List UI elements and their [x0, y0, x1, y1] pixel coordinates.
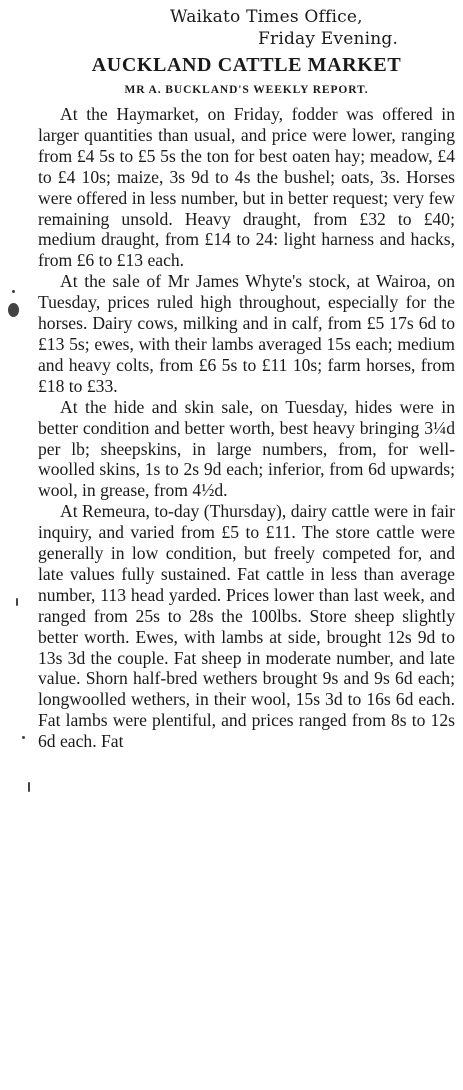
ink-speck — [28, 782, 30, 792]
paragraph-hide-skin-sale: At the hide and skin sale, on Tuesday, hides were in better condition and better worth, best heavy bringing 3¼d per lb; sheepskins, in large numbers, from, for well-woolled skins, 1s to 2s 9d each; inferior, from 6d upwards; wool, in grease, from 4½d. — [38, 396, 455, 501]
paragraph-whyte-sale: At the sale of Mr James Whyte's stock, at Wairoa, on Tuesday, prices ruled high throughout, especially for the horses. Dairy cows, milking and in calf, from £5 17s 6d to £13 5s; ewes, with their lambs averaged 15s each; medium and heavy colts, from £6 5s to £11 10s; farm horses, from £18 to £33. — [38, 271, 455, 396]
paragraph-haymarket: At the Haymarket, on Friday, fodder was offered in larger quantities than usual, and price were lower, ranging from £4 5s to £5 5s the ton for best oaten hay; meadow, £4 to £4 10s; maize, 3s 9d to 4s the bushel; oats, 3s. Horses were offered in less number, but in better request; very few remaining unsold. Heavy draught, from £32 to £40; medium draught, from £14 to 24: light harness and hacks, from £6 to £13 each. — [38, 104, 455, 271]
ink-smudge — [8, 303, 19, 317]
dateline-time: Friday Evening. — [258, 29, 399, 49]
ink-speck — [12, 290, 15, 293]
ink-speck — [16, 598, 18, 606]
paragraph-remeura: At Remeura, to-day (Thursday), dairy cattle were in fair inquiry, and varied from £5 to £11. The store cattle were generally in low condition, but freely competed for, and late values fully sustained. Fat cattle in less than average number, 113 head yarded. Prices lower than last week, and ranged from 25s to 28s the 100lbs. Store sheep slightly better worth. Ewes, with lambs at side, brought 12s 9d to 13s 3d the couple. Fat sheep in moderate number, and late value. Shorn half-bred wethers brought 9s and 9s 6d each; longwoolled wethers, in their wool, 15s 3d to 16s 6d each. Fat lambs were plentiful, and prices ranged from 8s to 12s 6d each. Fat — [38, 501, 455, 752]
article-subheading: MR A. BUCKLAND'S WEEKLY REPORT. — [124, 84, 369, 96]
article-heading: AUCKLAND CATTLE MARKET — [91, 54, 402, 76]
dateline-office: Waikato Times Office, — [170, 7, 363, 27]
ink-speck — [22, 736, 25, 739]
